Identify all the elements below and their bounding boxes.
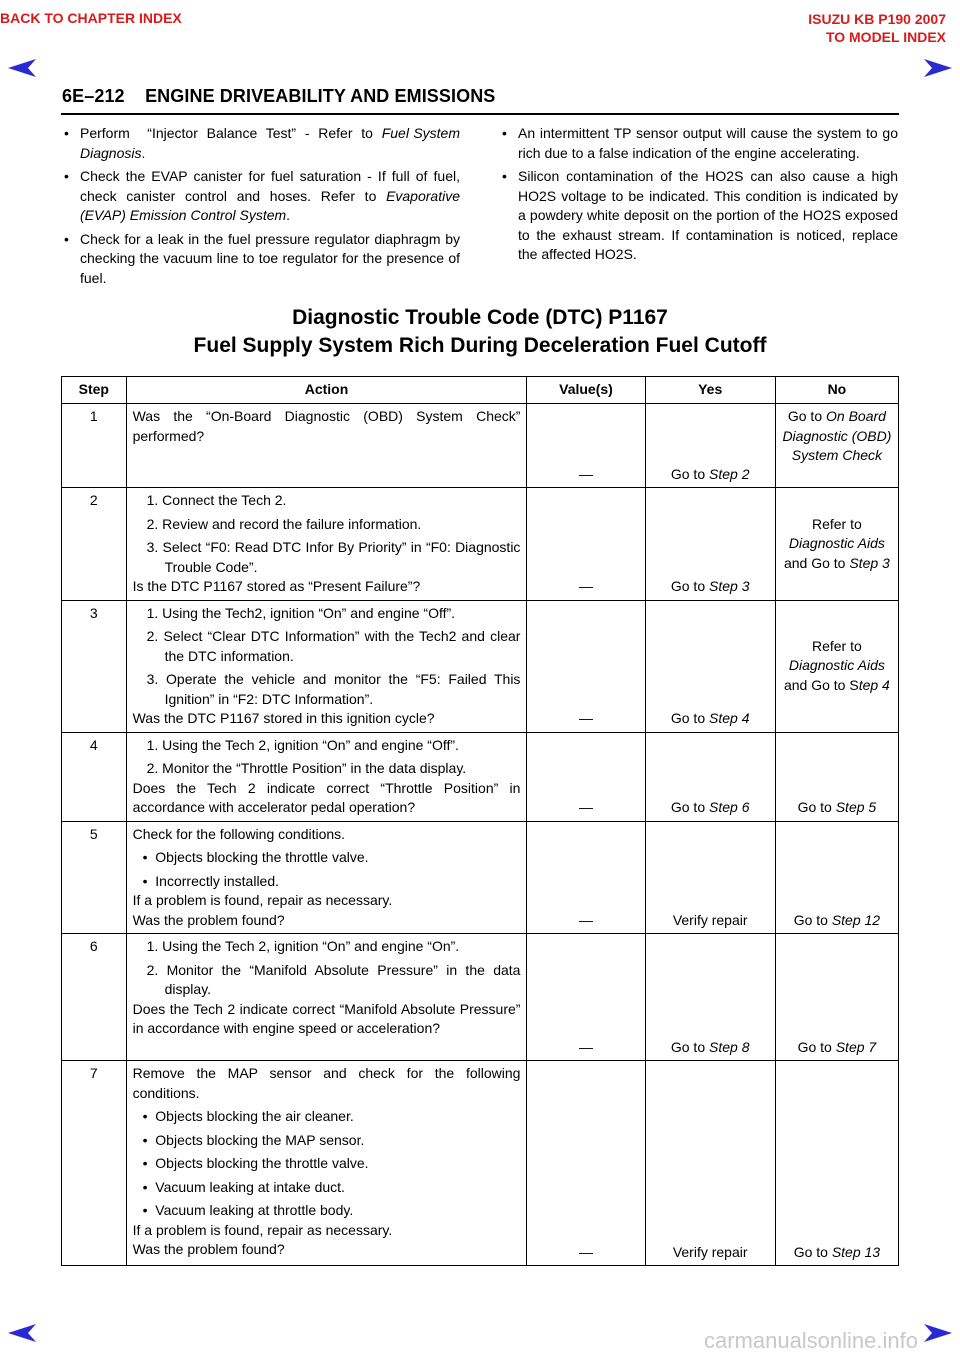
step-link[interactable]: Step 3 [709, 578, 750, 594]
step-link[interactable]: Step 6 [709, 799, 750, 815]
evap-emission-control-reference[interactable]: Evaporative (EVAP) Emission Control System [80, 187, 460, 223]
list-item: • Check for a leak in the fuel pressure regulator diaphragm by checking the vacuum line to toe regulator for the presence of fuel. [62, 230, 460, 289]
step-link[interactable]: Step 7 [835, 1038, 877, 1055]
action-cell: 1. Using the Tech 2, ignition “On” and engine “On”. 2. Monitor the “Manifold Absolute Pressure” in the data display. Does the Tech 2 indicate correct “Manifold Absolute Pressure” in accordance with engine speed or acceleration? [126, 934, 527, 1061]
next-page-arrow-icon[interactable] [922, 1322, 954, 1344]
next-page-arrow-icon[interactable] [922, 57, 954, 79]
list-item: • Check the EVAP canister for fuel saturation - If full of fuel, check canister control and hoses. Refer to Evaporative (EVAP) Emission Control System. [62, 167, 460, 226]
no-cell: Go to Step 5 [775, 732, 898, 821]
table-row [62, 600, 899, 732]
action-cell: Was the “On-Board Diagnostic (OBD) System Check” performed? [126, 404, 527, 488]
yes-cell: Verify repair [645, 1061, 775, 1266]
header-values: Value(s) [527, 377, 645, 404]
diagnostic-table [61, 376, 899, 1266]
value-cell: — [527, 732, 645, 821]
previous-page-arrow-icon[interactable] [6, 1322, 38, 1344]
table-row [62, 404, 899, 488]
step-link[interactable]: tep 4 [858, 676, 890, 693]
yes-cell: Verify repair [645, 821, 775, 934]
step-number: 7 [62, 1061, 127, 1266]
no-cell: Go to Step 7 [775, 934, 898, 1061]
watermark: carmanualsonline.info [703, 1328, 918, 1353]
step-link[interactable]: Step 12 [831, 911, 881, 928]
step-link[interactable]: Step 3 [849, 554, 890, 571]
header-step: Step [62, 377, 127, 404]
step-link[interactable]: Step 4 [709, 710, 750, 726]
no-cell: Refer to Diagnostic Aids and Go to Step 3 [775, 488, 898, 601]
table-row [62, 934, 899, 1061]
dtc-title: Diagnostic Trouble Code (DTC) P1167 [292, 306, 668, 329]
value-cell: — [527, 821, 645, 934]
step-link[interactable]: Step 5 [835, 799, 877, 815]
dtc-subtitle: Fuel Supply System Rich During Deceleration Fuel Cutoff [193, 334, 767, 357]
value-cell: — [527, 600, 645, 732]
no-cell: Go to Step 12 [775, 821, 898, 934]
action-cell: Check for the following conditions. • Objects blocking the throttle valve. • Incorrectly installed. If a problem is found, repair as necessary. Was the problem found? [126, 821, 527, 934]
back-to-chapter-index-link[interactable]: BACK TO CHAPTER INDEX [0, 10, 182, 26]
action-cell: 1. Connect the Tech 2. 2. Review and record the failure information. 3. Select “F0: Read DTC Infor By Priority” in “F0: Diagnostic Trouble Code”. Is the DTC P1167 stored as “Present Failure”? [126, 488, 527, 601]
fuel-system-diagnosis-reference[interactable]: Fuel System Diagnosis [80, 125, 460, 161]
obd-system-check-link[interactable]: On Board Diagnostic (OBD) System Check [782, 408, 892, 463]
list-item: • Perform “Injector Balance Test” - Refer to Fuel System Diagnosis. [62, 124, 460, 163]
table-header-row [62, 377, 899, 404]
value-cell: — [527, 488, 645, 601]
yes-cell: Go to Step 6 [645, 732, 775, 821]
step-number: 5 [62, 821, 127, 934]
header-action: Action [126, 377, 527, 404]
value-cell: — [527, 1061, 645, 1266]
step-link[interactable]: Step 2 [709, 465, 750, 482]
no-cell: Go to Step 13 [775, 1061, 898, 1266]
model-index-link[interactable] [808, 10, 946, 46]
step-link[interactable]: Step 13 [831, 1243, 881, 1260]
list-item: • Silicon contamination of the HO2S can also cause a high HO2S voltage to be indicated. This condition is indicated by a powdery white deposit on the portion of the HO2S exposed to the exhaust stream. If contamination is noticed, replace the affected HO2S. [500, 167, 898, 265]
step-number: 4 [62, 732, 127, 821]
value-cell: — [527, 934, 645, 1061]
table-row [62, 732, 899, 821]
yes-cell: Go to Step 8 [645, 934, 775, 1061]
step-number: 2 [62, 488, 127, 601]
left-bullet-list [62, 124, 460, 292]
action-cell: 1. Using the Tech2, ignition “On” and engine “Off”. 2. Select “Clear DTC Information” with the Tech2 and clear the DTC information. 3. Operate the vehicle and monitor the “F5: Failed This Ignition” in “F2: DTC Information”. Was the DTC P1167 stored in this ignition cycle? [126, 600, 527, 732]
previous-page-arrow-icon[interactable] [6, 57, 38, 79]
step-number: 3 [62, 600, 127, 732]
table-row [62, 1061, 899, 1266]
action-cell: 1. Using the Tech 2, ignition “On” and engine “Off”. 2. Monitor the “Throttle Position” in the data display. Does the Tech 2 indicate correct “Throttle Position” in accordance with accelerator pedal operation? [126, 732, 527, 821]
model-title: ISUZU KB P190 2007 [808, 11, 946, 27]
table-row [62, 488, 899, 601]
table-row [62, 821, 899, 934]
step-number: 6 [62, 934, 127, 1061]
step-link[interactable]: Step 8 [709, 1038, 750, 1055]
no-cell: Go to On Board Diagnostic (OBD) System Check [775, 404, 898, 488]
right-bullet-list [500, 124, 898, 269]
header-divider [61, 113, 899, 115]
page-header-title: 6E–212 ENGINE DRIVEABILITY AND EMISSIONS [62, 86, 496, 106]
action-cell: Remove the MAP sensor and check for the following conditions. • Objects blocking the air cleaner. • Objects blocking the MAP sensor. • Objects blocking the throttle valve. • Vacuum leaking at intake duct. • Vacuum leaking at throttle body. If a problem is found, repair as necessary. Was the problem found? [126, 1061, 527, 1266]
value-cell: — [527, 404, 645, 488]
yes-cell: Go to Step 4 [645, 600, 775, 732]
header-no: No [775, 377, 898, 404]
step-number: 1 [62, 404, 127, 488]
header-yes: Yes [645, 377, 775, 404]
no-cell: Refer to Diagnostic Aids and Go to Step 4 [775, 600, 898, 732]
model-index-label: TO MODEL INDEX [825, 29, 946, 45]
yes-cell: Go to Step 3 [645, 488, 775, 601]
diagnostic-aids-link[interactable]: Diagnostic Aids [788, 535, 885, 551]
list-item: • An intermittent TP sensor output will cause the system to go rich due to a false indication of the engine accelerating. [500, 124, 898, 163]
yes-cell: Go to Step 2 [645, 404, 775, 488]
diagnostic-aids-link[interactable]: Diagnostic Aids [788, 657, 885, 674]
